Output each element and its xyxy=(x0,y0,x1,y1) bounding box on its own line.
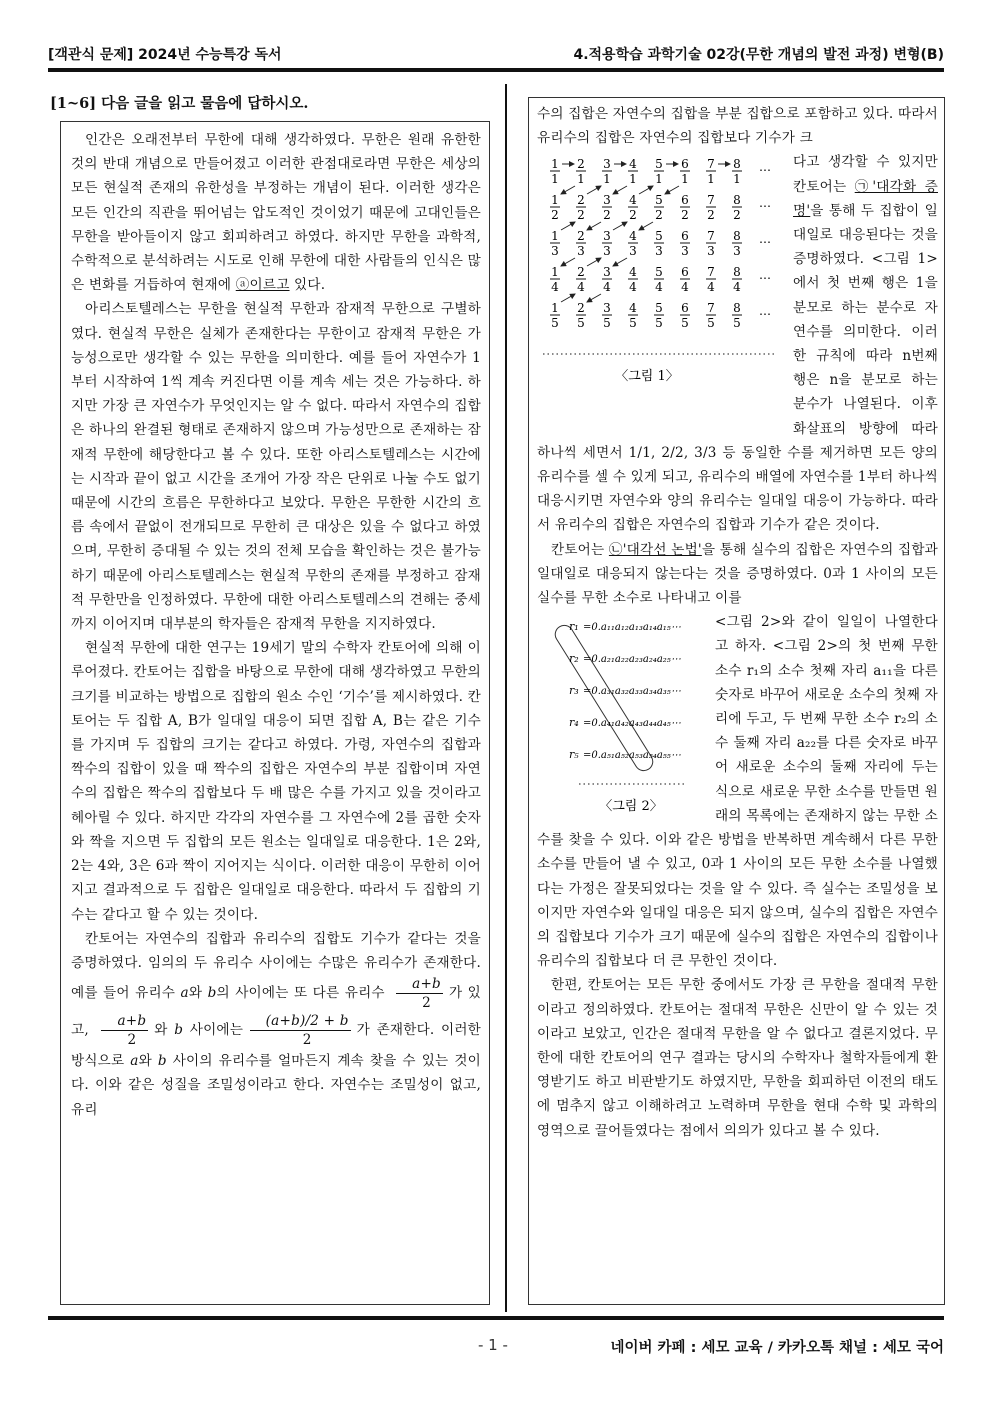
fraction-numerator: 4 xyxy=(629,301,637,316)
diagonal-arrow xyxy=(639,186,653,194)
fraction-numerator: 5 xyxy=(655,301,663,316)
paragraph-2: 아리스토텔레스는 무한을 현실적 무한과 잠재적 무한으로 구별하였다. 현실적 무한은 실체가 존재한다는 무한이고 잠재적 무한은 가능성으로만 생각할 수 있는 무한을 의미한다. 예를 들어 자연수가 1부터 시작하여 1씩 계속 커진다면 이를 계속 세는 것은 가능하다. 하지만 가장 큰 자연수가 무엇인지는 알 수 없다. 따라서 자연수의 집합은 하나의 완결된 형태로 존재하지 않으며 가능성만으로 존재하는 잠재적 무한에 해당한다고 볼 수 있다. 또한 아리스토텔레스는 시간에는 시작과 끝이 없고 시간을 조개어 가장 작은 단위로 나눌 수도 없기 때문에 시간의 흐름은 무한하다고 보았다. 무한은 무한한 시간의 흐름 속에서 끝없이 전개되므로 무한히 큰 대상은 있을 수 없다고 하였으며, 무한히 증대될 수 있는 것의 전체 모습을 확인하는 것은 불가능하기 때문에 아리스토텔레스는 현실적 무한의 존재를 부정하고 잠재적 무한만을 인정하였다. 무한에 대한 아리스토텔레스의 견해는 중세까지 이어지며 대부분의 학자들은 잠재적 무한을 지지하였다. xyxy=(71,301,481,633)
row-ellipsis: ⋯ xyxy=(759,199,771,214)
fraction-numerator: 4 xyxy=(629,229,637,244)
fraction-numerator: 5 xyxy=(655,229,663,244)
fraction-denominator: 2 xyxy=(733,208,741,223)
figure-2-caption: 〈그림 2〉 xyxy=(599,799,663,815)
fraction-nested: $\frac{(a+b)/2 + b}{2}$ xyxy=(250,1012,351,1049)
fraction-denominator: 4 xyxy=(629,280,637,295)
fraction-denominator: 1 xyxy=(603,172,611,187)
diagonal-arrow xyxy=(587,258,601,266)
fraction-denominator: 1 xyxy=(629,172,637,187)
decimal-label: r₄ xyxy=(569,716,579,730)
fraction-numerator: 3 xyxy=(603,157,611,172)
fraction-denominator: 4 xyxy=(603,280,611,295)
diagonal-arrow xyxy=(561,258,575,266)
fraction-denominator: 5 xyxy=(629,316,637,331)
fraction-numerator: 3 xyxy=(603,265,611,280)
fraction-midpoint-repeat: $\frac{a+b}{2}$ xyxy=(101,1012,148,1049)
fraction-denominator: 5 xyxy=(577,316,585,331)
fraction-numerator: 7 xyxy=(707,265,715,280)
row-ellipsis: ⋯ xyxy=(759,235,771,250)
fraction-numerator: 3 xyxy=(603,193,611,208)
fraction-numerator: 6 xyxy=(681,193,689,208)
fraction-numerator: 8 xyxy=(733,265,741,280)
paragraph-6: 칸토어는 ㉡'대각선 논법'을 통해 실수의 집합은 자연수의 집합과 일대일로 대응되지 않는다는 것을 증명하였다. 0과 1 사이의 모든 실수를 무한 소수로 나타내고 이를 xyxy=(537,541,938,607)
fraction-numerator: 4 xyxy=(629,193,637,208)
fraction-denominator: 4 xyxy=(655,280,663,295)
fraction-numerator: 4 xyxy=(629,265,637,280)
footer-rule xyxy=(48,1316,944,1320)
fraction-denominator: 3 xyxy=(577,244,585,259)
decimal-label: r₂ xyxy=(569,652,579,666)
decimal-digits: =0.a₂₁a₂₂a₂₃a₂₄a₂₅⋯ xyxy=(583,654,681,666)
fraction-numerator: 5 xyxy=(655,157,663,172)
fraction-denominator: 1 xyxy=(551,172,559,187)
fraction-numerator: 8 xyxy=(733,157,741,172)
diagonal-arrow xyxy=(613,222,627,230)
paragraph-1: 인간은 오래전부터 무한에 대해 생각하였다. 무한은 원래 유한한 것의 반대 개념으로 만들어졌고 이러한 관점대로라면 무한은 세상의 모든 현실적 존재의 유한성을 부정하는 개념이 된다. 이러한 생각은 모든 인간의 직관을 뛰어넘는 압도적인 것이었기 때문에 고대인들은 무한을 받아들이지 않고 회피하려고 하였다. 하지만 무한을 과학적, 수학적으로 분석하려는 시도로 인해 무한에 대한 사람들의 인식은 많은 변화를 거듭하여 현재에 ⓐ이르고 있다. xyxy=(71,132,481,294)
header-rule xyxy=(48,68,944,72)
passage-left-column xyxy=(60,121,490,1305)
fraction-denominator: 2 xyxy=(655,208,663,223)
decimal-digits: =0.a₁₁a₁₂a₁₃a₁₄a₁₅⋯ xyxy=(583,622,681,634)
underlined-term-diagonal-argument: ㉡'대각선 논법' xyxy=(608,541,702,558)
fraction-numerator: 7 xyxy=(707,301,715,316)
decimal-digits: =0.a₃₁a₃₂a₃₃a₃₄a₃₅⋯ xyxy=(583,686,681,698)
row-ellipsis: ⋯ xyxy=(759,163,771,178)
diagonal-arrow xyxy=(587,294,601,302)
fraction-numerator: 1 xyxy=(551,265,559,280)
paragraph-4: 칸토어는 자연수의 집합과 유리수의 집합도 기수가 같다는 것을 증명하였다. 임의의 두 유리수 사이에는 수많은 유리수가 존재한다. 예를 들어 유리수 a와 b의 사이에는 또 다른 유리수 $\frac{a+b}{2}$ 가 있고, $\frac{a+b}{2}$ 와 b 사이에는 $\frac{(a+b)/2 + b}{2}$ 가 존재한다. 이러한 방식으로 a와 b 사이의 유리수를 얼마든지 계속 찾을 수 있는 것이다. 이와 같은 성질을 조밀성이라고 한다. 자연수는 조밀성이 없고, 유리 xyxy=(71,930,482,1118)
fraction-denominator: 1 xyxy=(577,172,585,187)
diagonal-arrow xyxy=(561,186,575,194)
underlined-term-a: ⓐ이르고 xyxy=(235,277,290,294)
fraction-denominator: 4 xyxy=(707,280,715,295)
diagonal-arrow xyxy=(665,186,679,194)
fraction-denominator: 5 xyxy=(603,316,611,331)
fraction-denominator: 3 xyxy=(551,244,559,259)
paragraph-5: 다고 생각할 수 있지만 칸토어는 ㉠'대각화 증명'을 통해 두 집합이 일대일로 대응된다는 것을 증명하였다. <그림 1>에서 첫 번째 행은 1을 분모로 하는 분수로 자연수를 의미한다. 이러한 규칙에 따라 n번째 행은 n을 분모로 하는 분수가 나열된다. 이후 화살표의 방향에 따라 하나씩 세면서 1/1, 2/2, 3/3 등 동일한 수를 제거하면 모든 양의 유리수를 셀 수 있게 되고, 유리수의 배열에 자연수를 1부터 하나씩 대응시키면 자연수와 양의 유리수는 일대일 대응이 가능하다. 따라서 유리수의 집합은 자연수의 집합과 기수가 같은 것이다. xyxy=(537,154,938,534)
fraction-numerator: 7 xyxy=(707,157,715,172)
fraction-denominator: 3 xyxy=(603,244,611,259)
fraction-numerator: 6 xyxy=(681,157,689,172)
decimal-digits: =0.a₅₁a₅₂a₅₃a₅₄a₅₅⋯ xyxy=(583,750,681,762)
fraction-numerator: 8 xyxy=(733,193,741,208)
figure-1-svg xyxy=(537,150,787,440)
fraction-denominator: 1 xyxy=(681,172,689,187)
fraction-numerator: 5 xyxy=(655,265,663,280)
diagonal-arrow xyxy=(613,258,627,266)
fraction-denominator: 1 xyxy=(655,172,663,187)
decimal-label: r₃ xyxy=(569,684,579,698)
diagonal-arrow xyxy=(639,222,653,230)
fraction-numerator: 8 xyxy=(733,301,741,316)
fraction-numerator: 1 xyxy=(551,193,559,208)
fraction-denominator: 1 xyxy=(707,172,715,187)
fraction-numerator: 2 xyxy=(577,157,585,172)
column-divider xyxy=(505,84,507,1312)
paragraph-8: 한편, 칸토어는 모든 무한 중에서도 가장 큰 무한을 절대적 무한이라고 정의하였다. 칸토어는 절대적 무한은 신만이 알 수 있는 것이라고 보았고, 인간은 절대적 무한을 알 수 없다고 결론지었다. 무한에 대한 칸토어의 연구 결과는 당시의 수학자나 철학자들에게 환영받기도 하고 비판받기도 하였지만, 무한을 회피하던 이전의 태도에 멈추지 않고 이해하려고 노력하며 무한을 현대 수학 및 과학의 영역으로 끌어들였다는 점에서 의의가 있다고 볼 수 있다. xyxy=(537,977,938,1139)
fraction-denominator: 2 xyxy=(603,208,611,223)
fraction-denominator: 3 xyxy=(629,244,637,259)
fraction-denominator: 5 xyxy=(733,316,741,331)
fraction-numerator: 7 xyxy=(707,229,715,244)
fraction-numerator: 8 xyxy=(733,229,741,244)
decimal-label: r₁ xyxy=(569,620,579,634)
fraction-denominator: 3 xyxy=(655,244,663,259)
fraction-numerator: 6 xyxy=(681,301,689,316)
decimal-label: r₅ xyxy=(569,748,579,762)
fraction-denominator: 2 xyxy=(577,208,585,223)
fraction-numerator: 1 xyxy=(551,229,559,244)
paragraph-3: 현실적 무한에 대한 연구는 19세기 말의 수학자 칸토어에 의해 이루어졌다. 칸토어는 집합을 바탕으로 무한에 대해 생각하였고 무한의 크기를 비교하는 방법으로 집합의 원소 수인 ‘기수’를 제시하였다. 칸토어는 두 집합 A, B가 일대일 대응이 되면 집합 A, B는 같은 기수를 가지며 두 집합의 크기는 같다고 하였다. 가령, 자연수의 집합과 짝수의 집합이 있을 때 짝수의 집합은 자연수의 부분 집합이며 자연수의 집합은 짝수의 집합보다 두 배 많은 수를 가지고 있을 것이라고 헤아릴 수 있다. 하지만 각각의 자연수를 그 자연수에 2를 곱한 숫자와 짝을 지으면 두 집합의 모든 원소는 일대일로 대응한다. 1은 2와, 2는 4와, 3은 6과 짝이 지어지는 식이다. 이러한 대응이 무한히 이어지고 결과적으로 두 집합은 일대일로 대응한다. 따라서 두 집합의 기수는 같다고 할 수 있는 것이다. xyxy=(71,640,481,923)
fraction-denominator: 4 xyxy=(681,280,689,295)
fraction-numerator: 7 xyxy=(707,193,715,208)
fraction-denominator: 2 xyxy=(629,208,637,223)
diagonal-arrow xyxy=(561,222,575,230)
fraction-numerator: 3 xyxy=(603,301,611,316)
fraction-numerator: 2 xyxy=(577,193,585,208)
question-instruction: [1~6] 다음 글을 읽고 물음에 답하시오. xyxy=(50,95,309,112)
fraction-numerator: 4 xyxy=(629,157,637,172)
paragraph-7: <그림 2>와 같이 일일이 나열한다고 하자. <그림 2>의 첫 번째 무한 소수 r₁의 소수 첫째 자리 a₁₁을 다른 숫자로 바꾸어 새로운 소수의 첫째 자리에 두고, 두 번째 무한 소수 r₂의 소수 둘째 자리 a₂₂를 다른 숫자로 바꾸어 새로운 소수의 둘째 자리에 두는 식으로 새로운 무한 소수를 만들면 원래의 목록에는 존재하지 않는 무한 소수를 찾을 수 있다. 이와 같은 방법을 반복하면 계속해서 다른 무한 소수를 만들어 낼 수 있고, 0과 1 사이의 모든 무한 소수를 나열했다는 가정은 잘못되었다는 것을 알 수 있다. 즉 실수는 조밀성을 보이지만 자연수와 일대일 대응은 되지 않으며, 실수의 집합은 자연수의 집합보다 기수가 크기 때문에 실수의 집합은 자연수의 집합이나 유리수의 집합보다 더 큰 무한인 것이다. xyxy=(537,614,938,970)
fraction-denominator: 4 xyxy=(577,280,585,295)
diagonal-arrow xyxy=(587,186,601,194)
paragraph-4-continued: 수의 집합은 자연수의 집합을 부분 집합으로 포함하고 있다. 따라서 유리수의 집합은 자연수의 집합보다 기수가 크 xyxy=(537,106,938,147)
fraction-denominator: 4 xyxy=(551,280,559,295)
figure-2-svg xyxy=(537,610,709,824)
passage-right-column xyxy=(528,97,945,1305)
figure-1-caption: 〈그림 1〉 xyxy=(615,369,679,385)
fraction-denominator: 3 xyxy=(681,244,689,259)
page-number: - 1 - xyxy=(478,1336,508,1354)
row-ellipsis: ⋯ xyxy=(759,271,771,286)
fraction-denominator: 5 xyxy=(551,316,559,331)
fraction-denominator: 5 xyxy=(655,316,663,331)
fraction-numerator: 6 xyxy=(681,229,689,244)
fraction-denominator: 5 xyxy=(707,316,715,331)
fraction-denominator: 2 xyxy=(681,208,689,223)
fraction-numerator: 1 xyxy=(551,301,559,316)
diagonal-arrow xyxy=(561,294,575,302)
fraction-denominator: 3 xyxy=(707,244,715,259)
fraction-numerator: 1 xyxy=(551,157,559,172)
fraction-numerator: 3 xyxy=(603,229,611,244)
figure-2-diagonal-list xyxy=(537,610,709,824)
fraction-denominator: 3 xyxy=(733,244,741,259)
footer-credit: 네이버 카페 : 세모 교육 / 카카오톡 채널 : 세모 국어 xyxy=(610,1340,944,1356)
header-title: [객관식 문제] 2024년 수능특강 독서 xyxy=(48,47,282,63)
fraction-numerator: 6 xyxy=(681,265,689,280)
diagonal-arrow xyxy=(613,186,627,194)
fraction-denominator: 2 xyxy=(707,208,715,223)
diagonal-arrow xyxy=(587,222,601,230)
fraction-denominator: 4 xyxy=(733,280,741,295)
header-subtitle: 4.적용학습 과학기술 02강(무한 개념의 발전 과정) 변형(B) xyxy=(573,47,944,63)
fraction-numerator: 2 xyxy=(577,229,585,244)
fraction-numerator: 5 xyxy=(655,193,663,208)
underlined-term-diagonalization: ㉠'대각화 증명' xyxy=(793,178,938,219)
decimal-digits: =0.a₄₁a₄₂a₄₃a₄₄a₄₅⋯ xyxy=(583,718,681,730)
fraction-numerator: 2 xyxy=(577,301,585,316)
page-footer xyxy=(48,1334,944,1358)
figure-1-rational-grid xyxy=(537,150,787,440)
page-header xyxy=(48,44,944,66)
fraction-denominator: 5 xyxy=(681,316,689,331)
fraction-numerator: 2 xyxy=(577,265,585,280)
fraction-denominator: 2 xyxy=(551,208,559,223)
row-ellipsis: ⋯ xyxy=(759,307,771,322)
fraction-midpoint: $\frac{a+b}{2}$ xyxy=(396,975,443,1012)
fraction-denominator: 1 xyxy=(733,172,741,187)
